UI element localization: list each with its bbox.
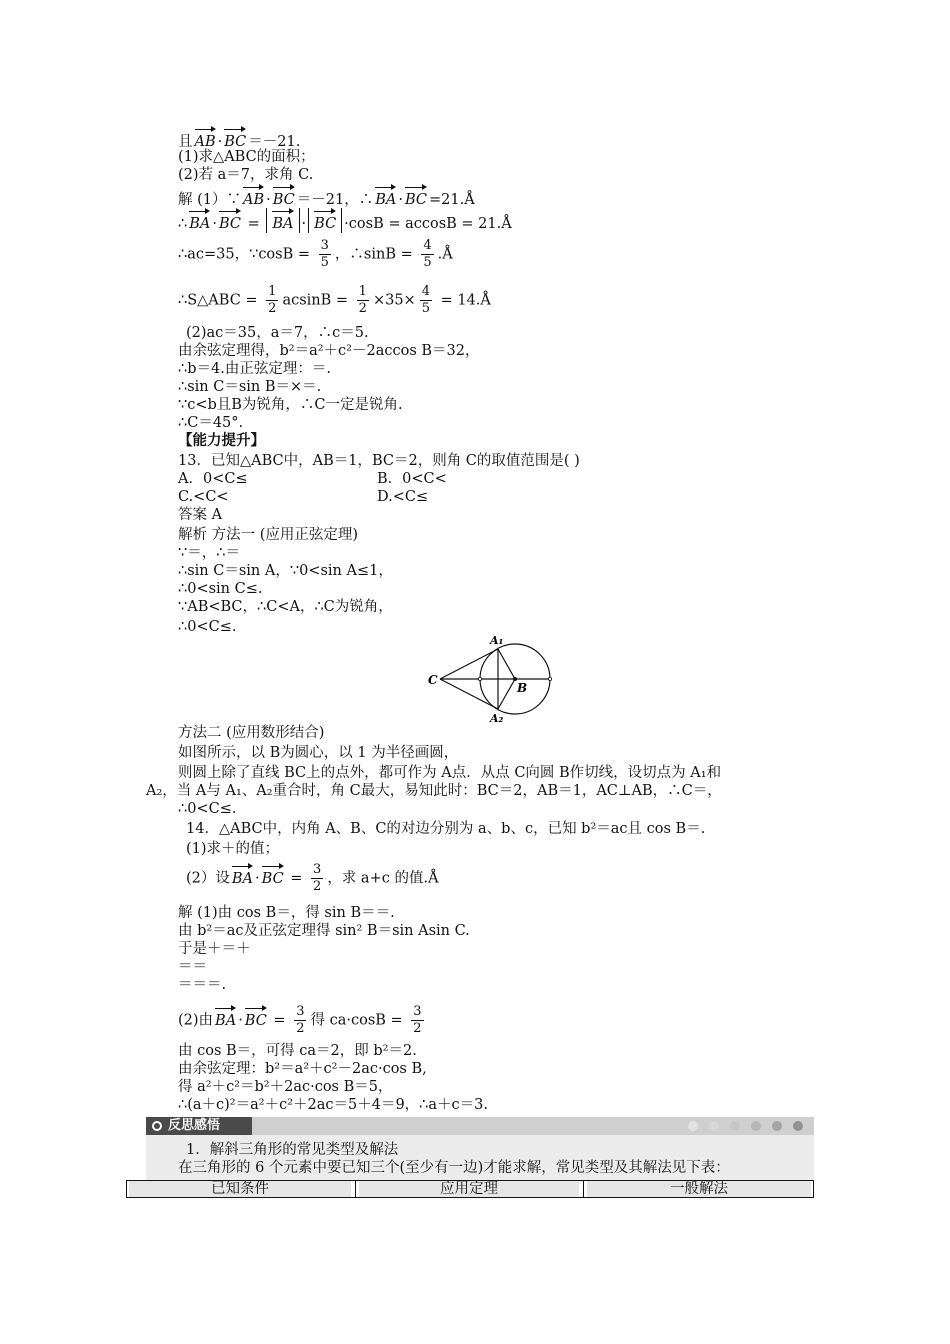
option-b: B．0<C<	[377, 471, 447, 487]
section-heading: 【能力提升】	[178, 432, 265, 449]
decorative-dot	[793, 1121, 803, 1131]
analysis-line-4: ∵AB<BC，∴C<A，∴C为锐角，	[178, 599, 393, 615]
analysis-line-2: ∴sin C＝sin A，∵0<sin A≤1，	[178, 563, 393, 579]
vector-bc: BC	[224, 126, 246, 151]
solution-line-2: ∴ BA · BC = BA · BC ·cosB = accosB = 21.Å	[178, 208, 512, 233]
solution-types-table	[126, 1180, 814, 1198]
method2-line-3: A₂，当 A与 A₁、A₂重合时，角 C最大，易知此时：BC＝2，AB＝1，AC⊥AB，∴C＝，	[146, 783, 722, 799]
method2-line-1: 如图所示，以 B为圆心，以 1 为半径画圆，	[178, 745, 459, 761]
solution14-line-6: (2)由 BA · BC = $\frac{3}{2}$ 得 ca·cosB = $\frac{3}{2}$	[178, 1004, 422, 1036]
table-header-theorem: 应用定理	[359, 1181, 579, 1197]
tangent-a2	[440, 679, 498, 709]
option-d: D.<C≤	[377, 489, 429, 505]
decorative-dot	[751, 1121, 761, 1131]
solution14-line-9: 得 a²＋c²＝b²＋2ac·cos B＝5，	[178, 1079, 393, 1095]
label-b: B	[517, 681, 528, 695]
problem-14-q2: (2）设 BA · BC = $\frac{3}{2}$ ，求 a+c 的值.Å	[186, 862, 439, 894]
solution-line-6: 由余弦定理得，b²＝a²＋c²－2accos B＝32，	[178, 343, 480, 359]
question-1: (1)求△ABC的面积；	[178, 149, 315, 165]
given-condition-line: 且 AB · BC ＝－21.	[178, 126, 300, 151]
problem-14-q1: (1)求＋的值；	[186, 841, 280, 857]
solution14-line-7: 由 cos B＝，可得 ca＝2，即 b²＝2.	[178, 1043, 417, 1059]
solution-line-10: ∴C＝45°.	[178, 415, 244, 431]
question-2: (2)若 a＝7，求角 C.	[178, 167, 314, 183]
option-c: C.<C<	[178, 489, 229, 505]
solution14-line-3: 于是＋＝＋	[178, 941, 251, 957]
analysis-line-5: ∴0<C≤.	[178, 619, 237, 635]
analysis-line-3: ∴0<sin C≤.	[178, 581, 263, 597]
decorative-dot	[730, 1121, 740, 1131]
analysis-method-2: 方法二 (应用数形结合)	[178, 725, 325, 741]
circle-tangent-figure	[420, 632, 560, 724]
solution-line-4: ∴S△ABC = $\frac{1}{2}$ acsinB = $\frac{1}{2}$ ×35× $\frac{4}{5}$ = 14.Å	[178, 284, 491, 316]
vector-ab: AB	[195, 126, 216, 151]
option-a: A．0<C≤	[178, 471, 248, 487]
solution-line-1: 解 (1）∵ AB · BC ＝－21，∴ BA · BC =21.Å	[178, 184, 475, 209]
decorative-dot	[688, 1121, 698, 1131]
label-a1: A₁	[490, 634, 504, 647]
radius-a2	[498, 679, 515, 709]
solution14-line-10: ∴(a＋c)²＝a²＋c²＋2ac＝5＋4＝9，∴a＋c＝3.	[178, 1097, 489, 1113]
solution14-line-4: ＝＝	[178, 959, 207, 975]
analysis-line-1: ∵＝，∴＝	[178, 545, 240, 561]
solution14-line-5: ＝＝＝.	[178, 977, 227, 993]
solution-line-8: ∴sin C＝sin B＝×＝.	[178, 379, 322, 395]
method2-line-4: ∴0<C≤.	[178, 801, 237, 817]
table-header-known: 已知条件	[129, 1181, 351, 1197]
reflect-title: 反思感悟	[168, 1118, 221, 1133]
table-header-method: 一般解法	[587, 1181, 811, 1197]
answer: 答案 A	[178, 507, 223, 523]
solution14-line-2: 由 b²＝ac及正弦定理得 sin² B＝sin Asin C.	[178, 923, 470, 939]
radius-a1	[498, 649, 515, 679]
decorative-dot	[772, 1121, 782, 1131]
label-c: C	[428, 673, 438, 687]
problem-13: 13．已知△ABC中，AB＝1，BC＝2，则角 C的取值范围是( )	[178, 453, 580, 469]
decorative-dot	[709, 1121, 719, 1131]
label-a2: A₂	[490, 712, 504, 724]
solution-line-9: ∵c<b且B为锐角，∴C一定是锐角.	[178, 397, 403, 413]
solution-line-7: ∴b＝4.由正弦定理：＝.	[178, 361, 331, 377]
problem-14: 14．△ABC中，内角 A、B、C的对边分别为 a、b、c，已知 b²＝ac且 cos B＝.	[186, 821, 706, 837]
target-icon	[152, 1121, 162, 1131]
reflect-item-1: 1．解斜三角形的常见类型及解法	[186, 1142, 399, 1158]
solution-line-5: (2)ac＝35，a＝7，∴c＝5.	[186, 325, 369, 341]
reflect-item-2: 在三角形的 6 个元素中要已知三个(至少有一边)才能求解，常见类型及其解法见下表：	[178, 1160, 730, 1176]
reflect-title-tag	[146, 1117, 252, 1135]
analysis-method-1: 解析 方法一 (应用正弦定理)	[178, 527, 359, 543]
solution14-line-8: 由余弦定理：b²＝a²＋c²－2ac·cos B,	[178, 1061, 427, 1077]
tangent-a1	[440, 649, 498, 679]
solution-line-3: ∴ac=35，∵cosB = $\frac{3}{5}$ ，∴sinB = $\frac{4}{5}$ .Å	[178, 238, 453, 270]
solution14-line-1: 解 (1)由 cos B＝，得 sin B＝＝.	[178, 905, 395, 921]
method2-line-2: 则圆上除了直线 BC上的点外，都可作为 A点．从点 C向圆 B作切线，设切点为 A₁和	[178, 765, 722, 781]
